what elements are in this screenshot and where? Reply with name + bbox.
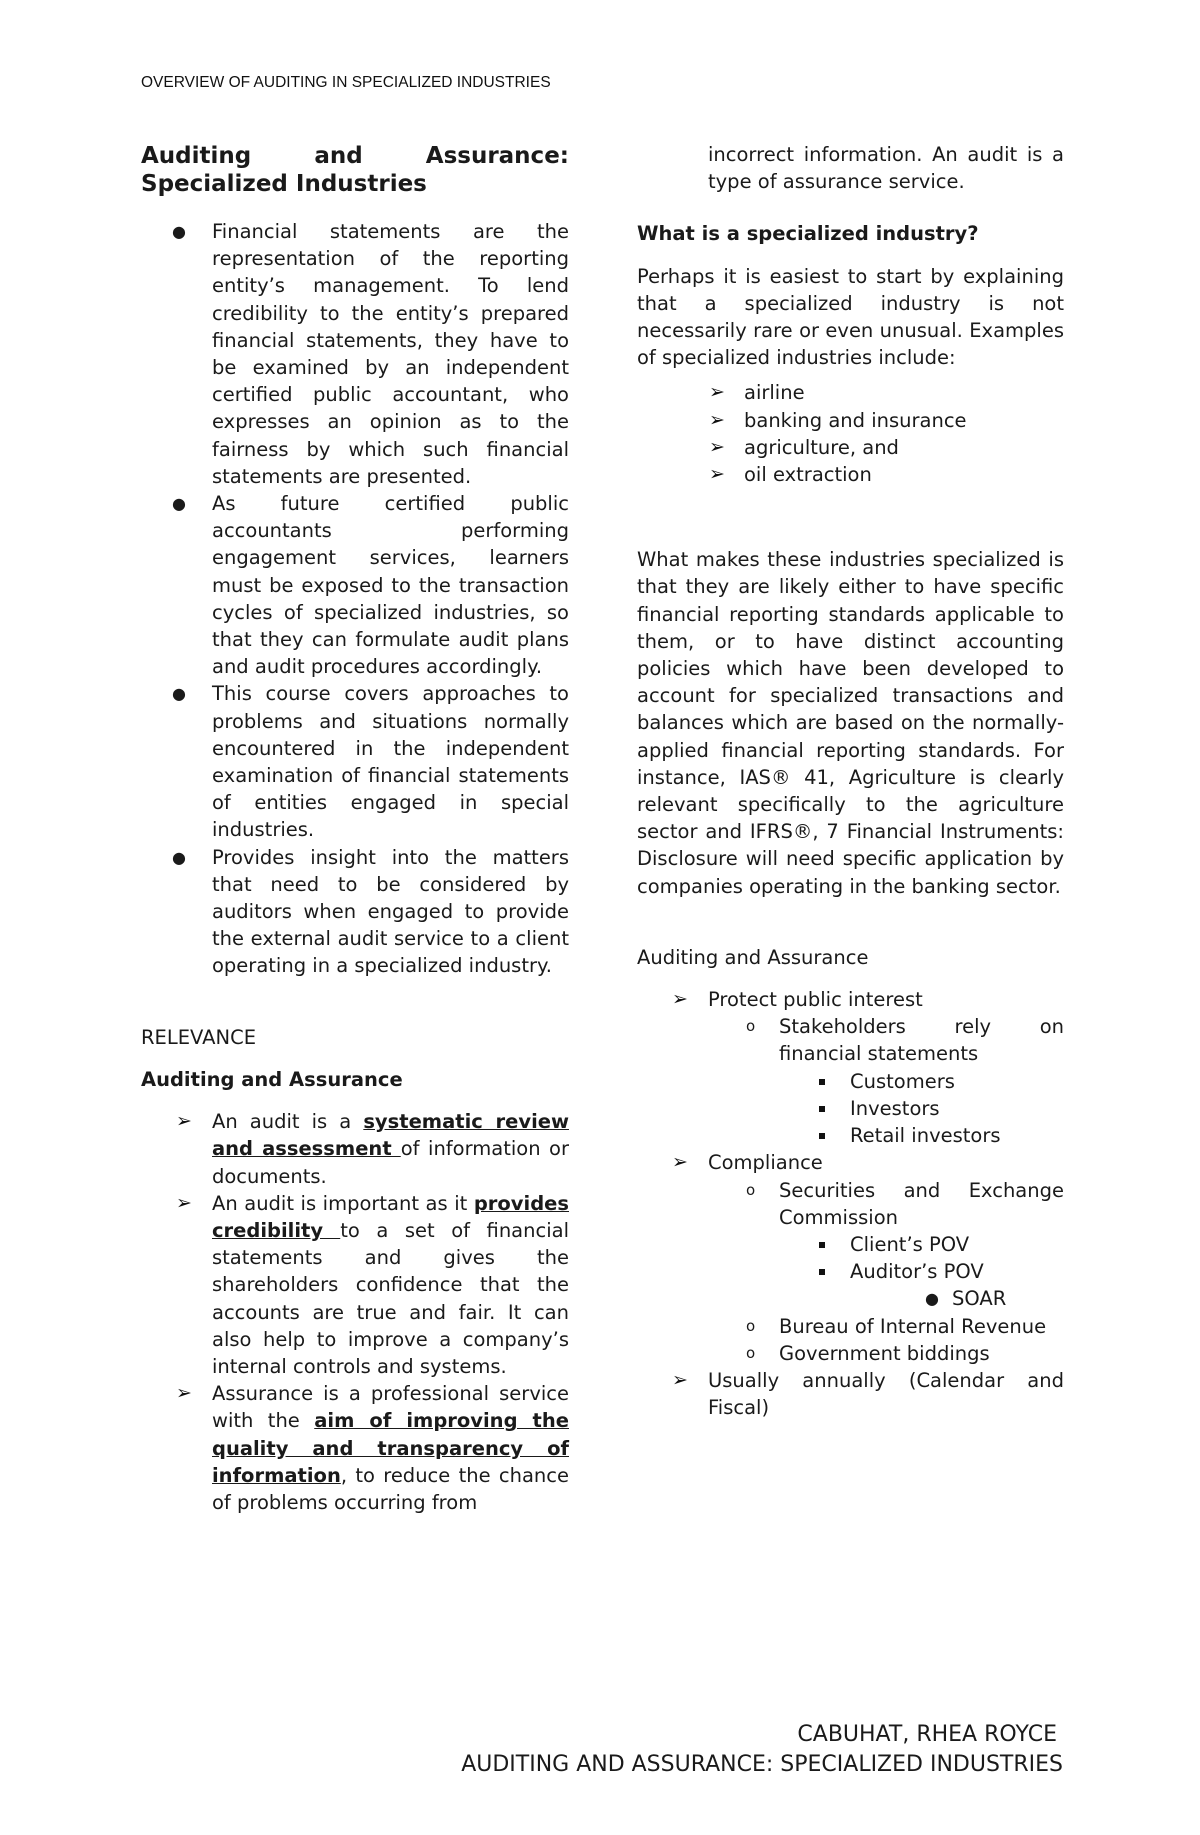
relevance-list: [141, 1108, 569, 1516]
title-word: Assurance:: [425, 143, 569, 169]
relevance-subheading: Auditing and Assurance: [141, 1067, 403, 1091]
circle-bullet-icon: o: [746, 1316, 756, 1335]
list-item: Retail investors: [779, 1122, 1064, 1149]
list-item: ● As future certified public accountants performing engagement services, learners must be exposed to the transaction cycles of specialized industries, so that they can formulate audit plans and audit procedures accordingly.: [172, 492, 569, 679]
intro-bullet-list: [141, 218, 569, 980]
question-heading: What is a specialized industry?: [637, 222, 979, 246]
title-word: Auditing: [141, 143, 252, 169]
right-column: [637, 141, 1064, 1421]
list-item: ● Financial statements are the representation of the reporting entity’s management. To lend credibility to the entity’s prepared financial statements, they have to be examined by an independent certified public accountant, who expresses an opinion as to the fairness by which such financial statements are presented.: [172, 220, 569, 488]
document-title: [141, 142, 569, 198]
continuation-text: incorrect information. An audit is a type of assurance service.: [708, 143, 1064, 194]
bullet-icon: ●: [172, 847, 186, 867]
list-item: ➢ An audit is a systematic review and assessment of information or documents.: [176, 1110, 570, 1188]
arrow-bullet-icon: ➢: [709, 435, 725, 458]
title-word: and: [314, 143, 363, 169]
left-column: [141, 140, 569, 1516]
arrow-bullet-icon: ➢: [176, 1382, 192, 1405]
arrow-bullet-icon: ➢: [709, 463, 725, 486]
list-item: Investors: [779, 1095, 1064, 1122]
relevance-heading: RELEVANCE: [141, 1025, 257, 1049]
outline-list: [637, 986, 1064, 1421]
list-item: ● This course covers approaches to problems and situations normally encountered in the independent examination of financial statements of entities engaged in special industries.: [172, 682, 569, 842]
bullet-icon: ●: [172, 222, 186, 241]
footer-course: AUDITING AND ASSURANCE: SPECIALIZED INDUSTRIES: [461, 1752, 1063, 1777]
footer: [461, 1720, 1063, 1780]
arrow-bullet-icon: ➢: [176, 1191, 192, 1214]
list-item: ➢ An audit is important as it provides credibility to a set of financial statements and gives the shareholders confidence that the accounts are true and fair. It can also help to improve a company’s internal controls and systems.: [176, 1191, 569, 1378]
circle-bullet-icon: o: [746, 1343, 756, 1362]
list-item: o Government biddings: [708, 1340, 1064, 1367]
circle-bullet-icon: o: [746, 1180, 756, 1199]
explanation-paragraph: What makes these industries specialized is that they are likely either to have specific financial reporting standards applicable to them, or to have distinct accounting policies which have been developed to account for specialized transactions and balances which are based on the normally-applied financial reporting standards. For instance, IAS® 41, Agriculture is clearly relevant specifically to the agriculture sector and IFRS®, 7 Financial Instruments: Disclosure will need specific application by companies operating in the banking sector.: [637, 548, 1064, 898]
examples-list: [637, 379, 1064, 488]
bullet-icon: ●: [172, 494, 186, 514]
bullet-icon: ●: [925, 1289, 939, 1309]
running-header: OVERVIEW OF AUDITING IN SPECIALIZED INDUSTRIES: [141, 74, 551, 91]
arrow-bullet-icon: ➢: [672, 988, 688, 1011]
answer-paragraph: Perhaps it is easiest to start by explaining that a specialized industry is not necessarily rare or even unusual. Examples of specialized industries include:: [637, 264, 1064, 370]
list-item: o Bureau of Internal Revenue: [708, 1313, 1064, 1340]
arrow-bullet-icon: ➢: [176, 1110, 192, 1133]
square-bullet-icon: [819, 1106, 825, 1112]
circle-bullet-icon: o: [746, 1017, 756, 1036]
arrow-bullet-icon: ➢: [709, 408, 725, 431]
arrow-bullet-icon: ➢: [709, 381, 725, 404]
title-line-2: Specialized Industries: [141, 171, 427, 197]
list-item: Client’s POV: [779, 1231, 1064, 1258]
list-item: ➢ agriculture, and: [637, 434, 1064, 461]
bullet-icon: ●: [172, 684, 186, 704]
outline-heading: Auditing and Assurance: [637, 945, 869, 969]
list-item: o Stakeholders rely on financial statements Customers Investors Retail investors: [708, 1013, 1064, 1149]
list-item: ➢ Protect public interest o Stakeholders rely on financial statements Customers Investors Retail investors: [637, 986, 1064, 1149]
square-bullet-icon: [819, 1133, 825, 1139]
list-item: Auditor’s POV ● SOAR: [779, 1258, 1064, 1312]
square-bullet-icon: [819, 1269, 825, 1275]
list-item: ➢ Assurance is a professional service with the aim of improving the quality and transparency of information, to reduce the chance of problems occurring from: [176, 1382, 569, 1514]
footer-author: CABUHAT, RHEA ROYCE: [797, 1722, 1057, 1747]
list-item: ➢ banking and insurance: [637, 407, 1064, 434]
list-item: ➢ airline: [637, 379, 1064, 406]
list-item: ➢ oil extraction: [637, 461, 1064, 488]
list-item: ● Provides insight into the matters that need to be considered by auditors when engaged to provide the external audit service to a client operating in a specialized industry.: [172, 845, 569, 978]
list-item: Customers: [779, 1068, 1064, 1095]
list-item: ➢ Compliance o Securities and Exchange Commission Client’s POV Auditor’s POV ● SOAR o Bureau of Internal Revenue o Government biddings: [637, 1149, 1064, 1367]
list-item: o Securities and Exchange Commission Client’s POV Auditor’s POV ● SOAR: [708, 1177, 1064, 1313]
square-bullet-icon: [819, 1242, 825, 1248]
arrow-bullet-icon: ➢: [672, 1151, 688, 1174]
square-bullet-icon: [819, 1079, 825, 1085]
list-item: ➢ Usually annually (Calendar and Fiscal): [672, 1368, 1064, 1420]
arrow-bullet-icon: ➢: [672, 1368, 688, 1391]
list-item: ● SOAR: [850, 1285, 1064, 1312]
